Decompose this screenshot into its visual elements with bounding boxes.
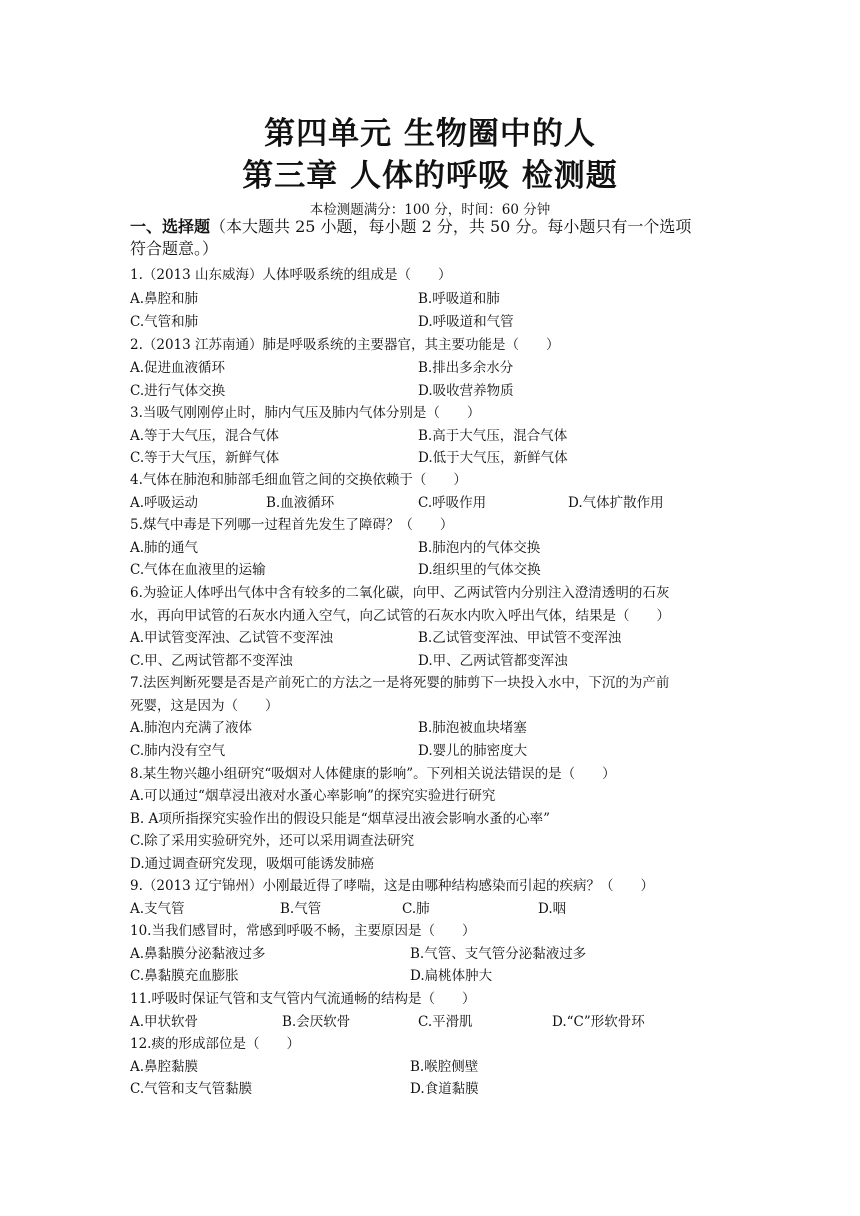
question-stem: 12.痰的形成部位是（ ） (130, 1036, 300, 1052)
option-c: C.鼻黏膜充血膨胀 (130, 968, 239, 984)
option-b: B.血液循环 (266, 495, 335, 511)
option-b: B.呼吸道和肺 (418, 291, 500, 307)
option-d: D.咽 (538, 901, 567, 917)
section-heading-line1 (130, 216, 740, 238)
unit-title: 第四单元 生物圈中的人 (264, 116, 596, 152)
option-a: A.鼻黏膜分泌黏液过多 (130, 946, 266, 962)
option-b: B.肺泡被血块堵塞 (418, 720, 527, 736)
option-a: A.甲试管变浑浊、乙试管不变浑浊 (130, 630, 334, 646)
option-a: A.呼吸运动 (130, 495, 199, 511)
chapter-title: 第三章 人体的呼吸 检测题 (242, 158, 618, 194)
option-a: A.支气管 (130, 901, 185, 917)
option-c: C.肺 (402, 901, 430, 917)
option-b: B.会厌软骨 (282, 1014, 351, 1030)
question-stem: 2.（2013 江苏南通）肺是呼吸系统的主要器官，其主要功能是（ ） (130, 337, 560, 353)
option-a: A.肺的通气 (130, 540, 199, 556)
option-d: D.甲、乙两试管都变浑浊 (418, 653, 568, 669)
option-d: D.低于大气压，新鲜气体 (418, 450, 568, 466)
option-c: C.气体在血液里的运输 (130, 562, 266, 578)
question-stem: 4.气体在肺泡和肺部毛细血管之间的交换依赖于（ ） (130, 472, 467, 488)
option-a: A.等于大气压，混合气体 (130, 428, 280, 444)
option-c: C.进行气体交换 (130, 383, 226, 399)
option-b: B. A项所指探究实验作出的假设只能是“烟草浸出液会影响水蚤的心率” (130, 811, 551, 827)
section-description: （本大题共 25 小题，每小题 2 分，共 50 分。每小题只有一个选项 (210, 217, 692, 236)
option-d: D.气体扩散作用 (568, 495, 664, 511)
option-a: A.促进血液循环 (130, 360, 226, 376)
option-d: D.扁桃体肿大 (410, 968, 493, 984)
option-d: D.呼吸道和气管 (418, 314, 514, 330)
option-d: D.食道黏膜 (410, 1081, 479, 1097)
question-stem: 1.（2013 山东威海）人体呼吸系统的组成是（ ） (130, 267, 452, 283)
section-heading-line2: 符合题意。） (130, 239, 219, 258)
option-c: C.肺内没有空气 (130, 743, 226, 759)
option-b: B.喉腔侧壁 (410, 1059, 479, 1075)
question-stem-line1: 6.为验证人体呼出气体中含有较多的二氧化碳，向甲、乙两试管内分别注入澄清透明的石灰 (130, 585, 670, 601)
question-stem: 8.某生物兴趣小组研究“吸烟对人体健康的影响”。下列相关说法错误的是（ ） (130, 766, 616, 782)
option-a: A.鼻腔和肺 (130, 291, 199, 307)
option-b: B.气管 (280, 901, 322, 917)
option-b: B.高于大气压，混合气体 (418, 428, 568, 444)
option-d: D.婴儿的肺密度大 (418, 743, 528, 759)
option-c: C.等于大气压，新鲜气体 (130, 450, 280, 466)
option-a: A.鼻腔黏膜 (130, 1059, 199, 1075)
option-d: D.吸收营养物质 (418, 383, 514, 399)
option-c: C.气管和支气管黏膜 (130, 1081, 253, 1097)
option-b: B.乙试管变浑浊、甲试管不变浑浊 (418, 630, 622, 646)
question-stem: 5.煤气中毒是下列哪一过程首先发生了障碍？（ ） (130, 517, 454, 533)
question-stem-line2: 死婴，这是因为（ ） (130, 698, 279, 714)
option-c: C.平滑肌 (418, 1014, 473, 1030)
option-d: D.“C”形软骨环 (552, 1014, 645, 1030)
option-b: B.肺泡内的气体交换 (418, 540, 541, 556)
section-heading: 一、选择题 (130, 217, 211, 236)
question-stem-line1: 7.法医判断死婴是否是产前死亡的方法之一是将死婴的肺剪下一块投入水中，下沉的为产前 (130, 675, 670, 691)
question-stem: 11.呼吸时保证气管和支气管内气流通畅的结构是（ ） (130, 991, 476, 1007)
option-a: A.可以通过“烟草浸出液对水蚤心率影响”的探究实验进行研究 (130, 788, 496, 804)
option-b: B.气管、支气管分泌黏液过多 (410, 946, 587, 962)
option-c: C.气管和肺 (130, 314, 199, 330)
option-b: B.排出多余水分 (418, 360, 514, 376)
option-c: C.甲、乙两试管都不变浑浊 (130, 653, 293, 669)
option-d: D.组织里的气体交换 (418, 562, 541, 578)
option-c: C.除了采用实验研究外，还可以采用调查法研究 (130, 833, 415, 849)
option-a: A.甲状软骨 (130, 1014, 199, 1030)
option-c: C.呼吸作用 (418, 495, 487, 511)
question-stem-line2: 水，再向甲试管的石灰水内通入空气，向乙试管的石灰水内吹入呼出气体，结果是（ ） (130, 608, 670, 624)
question-stem: 9.（2013 辽宁锦州）小刚最近得了哮喘，这是由哪种结构感染而引起的疾病？（ ） (130, 878, 655, 894)
option-d: D.通过调查研究发现，吸烟可能诱发肺癌 (130, 856, 375, 872)
question-stem: 3.当吸气刚刚停止时，肺内气压及肺内气体分别是（ ） (130, 405, 481, 421)
question-stem: 10.当我们感冒时，常感到呼吸不畅，主要原因是（ ） (130, 923, 476, 939)
score-note: 本检测题满分：100 分，时间：60 分钟 (309, 202, 551, 218)
option-a: A.肺泡内充满了液体 (130, 720, 253, 736)
